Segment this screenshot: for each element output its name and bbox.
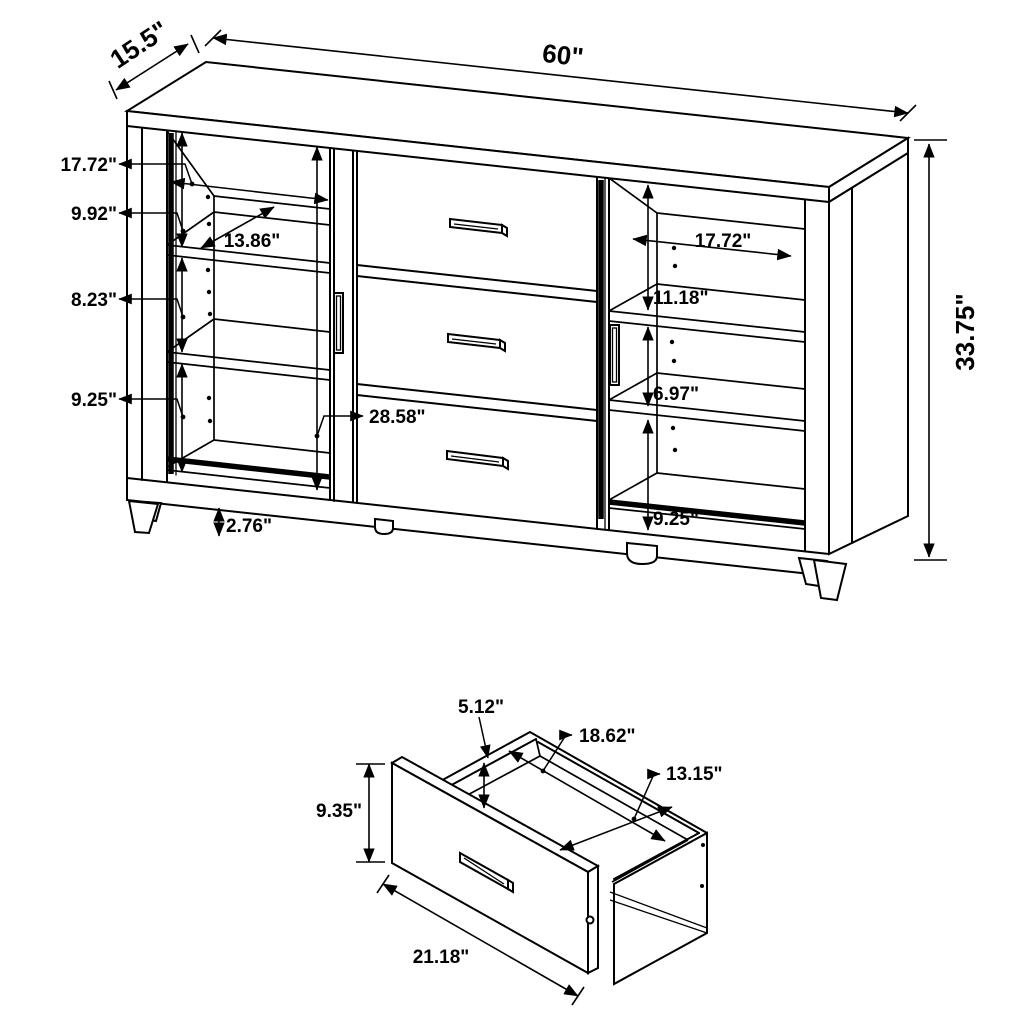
dim-drawer-front-height-label: 9.35"	[316, 801, 362, 822]
dim-shelf-depth-label: 13.86"	[223, 231, 281, 252]
dim-left-top-opening-height	[71, 133, 185, 247]
dim-drawer-front-width-label: 21.18"	[412, 947, 470, 968]
left-door-handle	[334, 293, 343, 353]
right-door-handle	[610, 325, 619, 385]
dim-left-opening-width	[60, 155, 328, 200]
dim-right-middle-opening-height-label: 6.97"	[653, 384, 699, 405]
dim-overall-height	[914, 140, 980, 560]
center-left-foot	[375, 519, 393, 534]
drawer-diagram	[316, 697, 723, 1005]
dim-drawer-interior-depth-label: 13.15"	[666, 764, 723, 785]
drawer-front-panel	[392, 757, 598, 973]
drawer-handle-top	[450, 219, 507, 236]
cam-lock-hole	[587, 917, 594, 924]
drawer-fronts	[357, 219, 597, 469]
dim-interior-height-label: 28.58"	[369, 407, 426, 428]
dim-interior-height	[315, 147, 426, 490]
shelf-pin-holes-left	[206, 195, 212, 423]
dim-drawer-interior-width-label: 18.62"	[579, 726, 636, 747]
dim-right-bottom-opening-height-label: 9.25"	[653, 509, 699, 530]
left-front-leg	[129, 501, 158, 533]
shelf-pin-holes-right	[670, 246, 677, 452]
cabinet-side-panel	[829, 153, 908, 554]
dim-left-bottom-opening-height-label: 9.25"	[71, 390, 117, 411]
dim-overall-depth-label: 15.5"	[104, 14, 174, 75]
drawer-handle-bottom	[447, 451, 508, 469]
dim-left-top-opening-height-label: 9.92"	[71, 204, 117, 225]
dim-drawer-front-height	[316, 764, 385, 862]
dim-drawer-interior-height-label: 5.12"	[458, 697, 504, 718]
dim-overall-width-label: 60"	[540, 37, 586, 73]
center-right-foot	[627, 543, 657, 564]
cabinet-structure	[127, 126, 829, 576]
dim-right-middle-opening-height	[648, 327, 699, 406]
dim-left-opening-width-label: 17.72"	[60, 155, 117, 176]
dim-left-middle-opening-height-label: 8.23"	[71, 290, 117, 311]
cabinet-top-panel	[127, 62, 908, 202]
dim-leg-height-label: 2.76"	[226, 516, 272, 537]
right-front-leg	[814, 560, 846, 600]
dim-overall-height-label: 33.75"	[950, 293, 980, 371]
dim-left-middle-opening-height	[71, 258, 185, 352]
dim-left-bottom-opening-height	[71, 364, 185, 472]
cabinet-diagram	[60, 15, 980, 600]
glass-door-edges	[171, 133, 601, 519]
dim-right-top-opening-height-label: 11.18"	[653, 288, 709, 309]
drawer-handle-middle	[448, 334, 505, 351]
dim-right-opening-width-label: 17.72"	[694, 231, 752, 252]
